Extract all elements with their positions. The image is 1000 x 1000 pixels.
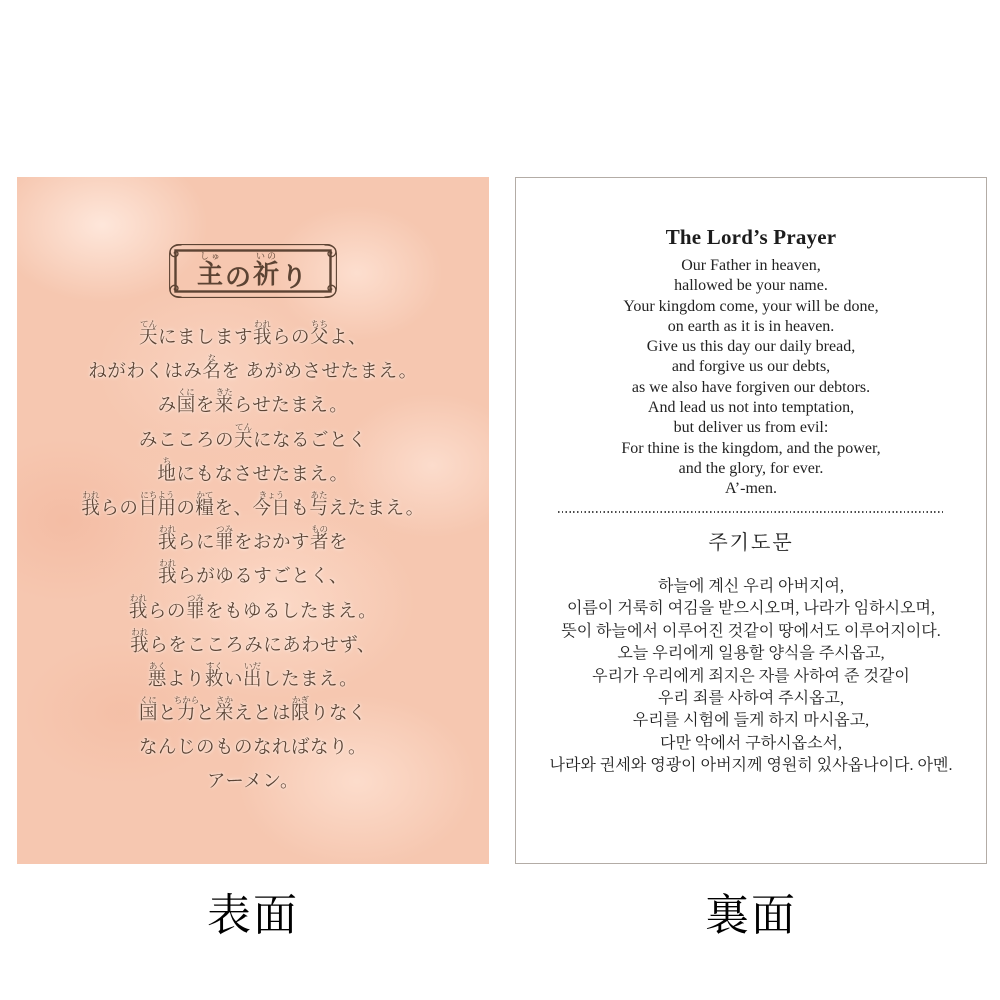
furigana: いの <box>255 251 279 261</box>
english-prayer-line: Give us this day our daily bread, <box>646 338 856 356</box>
furigana: われ <box>129 592 147 603</box>
furigana: いだ <box>243 660 261 671</box>
english-prayer-line: as we also have forgiven our debtors. <box>631 378 871 396</box>
kanji-with-furigana: 力 ちから <box>173 695 200 725</box>
prayer-card-front <box>17 177 489 864</box>
furigana: われ <box>131 626 149 637</box>
kanji-with-furigana: 限 かぎ <box>291 695 311 725</box>
japanese-prayer-line: 地 ち にもなさせたまえ。 <box>157 455 349 485</box>
kanji-with-furigana: 出 いだ <box>242 660 262 690</box>
korean-prayer-line: 뜻이 하늘에서 이루어진 것같이 땅에서도 이루어지이다. <box>561 622 941 640</box>
kanji-with-furigana: 名 な <box>202 353 222 383</box>
korean-prayer-line: 다만 악에서 구하시옵소서, <box>659 734 843 752</box>
japanese-prayer-line: 我 われ らの罪 つみ をもゆるしたまえ。 <box>128 592 378 622</box>
title-ornament-frame <box>167 242 339 300</box>
furigana: ちち <box>311 319 329 329</box>
english-prayer-line: Our Father in heaven, <box>681 257 821 274</box>
korean-prayer-title: 주기도문 <box>708 532 794 554</box>
kanji-with-furigana: 国 くに <box>138 695 158 725</box>
korean-prayer-line: 오늘 우리에게 일용할 양식을 주시옵고, <box>617 645 885 663</box>
back-side-label: 裏面 <box>705 891 797 940</box>
kanji-with-furigana: 罪 つみ <box>185 592 205 622</box>
english-prayer-title: The Lord’s Prayer <box>665 225 837 249</box>
korean-prayer-line: 이름이 거룩히 여김을 받으시오며, 나라가 임하시오며, <box>566 600 936 618</box>
furigana: にちよう <box>140 489 175 500</box>
japanese-prayer-line: みこころの天 てん になるごとく <box>138 421 368 451</box>
furigana: われ <box>158 524 176 535</box>
kanji-with-furigana: 我 われ <box>128 592 148 622</box>
korean-prayer-line: 우리가 우리에게 죄지은 자를 사하여 준 것같이 <box>592 667 910 685</box>
english-prayer-line: A’-men. <box>725 480 777 498</box>
english-prayer-line: and forgive us our debts, <box>671 358 831 376</box>
kanji-with-furigana: 来 きた <box>214 387 234 417</box>
english-prayer-line: on earth as it is in heaven. <box>667 317 835 335</box>
english-prayer-line: Your kingdom come, your will be done, <box>623 297 879 315</box>
furigana: かて <box>196 489 214 500</box>
english-prayer-line: And lead us not into temptation, <box>647 399 855 417</box>
kanji-with-furigana: 与 あた <box>309 489 329 519</box>
furigana: かぎ <box>292 695 310 706</box>
english-prayer-line: but deliver us from evil: <box>673 419 829 437</box>
kanji-with-furigana: 父 ちち <box>310 319 330 348</box>
kanji-with-furigana: 日用 にちよう <box>138 489 177 519</box>
furigana: われ <box>82 489 100 500</box>
furigana: ちから <box>173 695 200 706</box>
furigana: あく <box>148 660 166 671</box>
front-side-label: 表面 <box>207 891 299 940</box>
japanese-prayer-line: 我 われ らがゆるすごとく、 <box>158 558 348 588</box>
kanji-with-furigana: 救 すく <box>204 660 224 690</box>
kanji-with-furigana: 国 くに <box>176 387 196 417</box>
korean-prayer-line: 하늘에 계신 우리 아버지여, <box>657 578 845 595</box>
korean-prayer-lines <box>516 576 986 778</box>
japanese-prayer-line: ねがわくはみ名 な を あがめさせたまえ。 <box>88 353 418 383</box>
english-prayer-lines <box>516 256 986 500</box>
english-prayer-line: hallowed be your name. <box>674 277 828 295</box>
kanji-with-furigana: 我 われ <box>158 558 178 588</box>
japanese-prayer-title: 主 しゅ の 祈 いの り <box>196 251 310 292</box>
kanji-with-furigana: 我 われ <box>252 319 272 348</box>
kanji-with-furigana: 祈 いの <box>253 251 282 289</box>
furigana: さか <box>215 695 234 706</box>
furigana: すく <box>205 660 223 671</box>
japanese-prayer-line: 我 われ らの日用 にちよう の糧 かて を、今日 きょう も与 あた えたまえ。 <box>81 489 425 519</box>
japanese-prayer-line: 我 われ らをこころみにあわせず、 <box>130 626 376 656</box>
english-prayer-line: For thine is the kingdom, and the power, <box>621 439 881 457</box>
furigana: あた <box>310 489 328 500</box>
furigana: もの <box>311 524 329 535</box>
prayer-card-back <box>515 177 987 864</box>
japanese-prayer-line: アーメン。 <box>206 772 300 793</box>
furigana: てん <box>139 319 157 329</box>
kanji-with-furigana: 天 てん <box>138 319 158 348</box>
kanji-with-furigana: 者 もの <box>310 524 330 554</box>
furigana: われ <box>253 319 271 329</box>
korean-prayer-line: 우리 죄를 사하여 주시옵고, <box>657 690 845 708</box>
furigana: な <box>207 353 217 364</box>
furigana: ち <box>162 455 172 466</box>
korean-prayer-line: 우리를 시험에 들게 하지 마시옵고, <box>632 712 870 730</box>
japanese-prayer-line: 悪 あく より救 すく い出 いだ したまえ。 <box>147 660 359 690</box>
kanji-with-furigana: 悪 あく <box>147 660 167 690</box>
japanese-prayer-lines <box>17 321 489 800</box>
kanji-with-furigana: 今日 きょう <box>252 489 291 519</box>
furigana: つみ <box>215 524 233 535</box>
japanese-prayer-line: 天 てん にまします我 われ らの父 ちち よ、 <box>138 319 368 348</box>
kanji-with-furigana: 栄 さか <box>215 695 235 725</box>
furigana: しゅ <box>199 251 222 261</box>
kanji-with-furigana: 主 しゅ <box>196 251 225 289</box>
korean-prayer-line: 나라와 권세와 영광이 아버지께 영원히 있사옵나이다. 아멘. <box>549 757 953 775</box>
kanji-with-furigana: 我 われ <box>81 489 101 519</box>
kanji-with-furigana: 我 われ <box>130 626 150 656</box>
furigana: てん <box>234 421 252 432</box>
japanese-prayer-line: み国 くに を来 きた らせたまえ。 <box>157 387 349 417</box>
japanese-prayer-line: 国 くに と力 ちから と栄 さか えとは限 かぎ りなく <box>138 695 368 725</box>
kanji-with-furigana: 天 てん <box>233 421 253 451</box>
kanji-with-furigana: 地 ち <box>157 455 177 485</box>
furigana: きた <box>215 387 233 398</box>
english-prayer-line: and the glory, for ever. <box>678 459 824 477</box>
kanji-with-furigana: 罪 つみ <box>214 524 234 554</box>
japanese-prayer-line: 我 われ らに罪 つみ をおかす者 もの を <box>157 524 349 554</box>
furigana: きょう <box>258 489 285 500</box>
kanji-with-furigana: 糧 かて <box>195 489 215 519</box>
furigana: くに <box>177 387 195 398</box>
furigana: くに <box>139 695 157 706</box>
dotted-divider <box>558 511 944 513</box>
furigana: われ <box>159 558 177 569</box>
kanji-with-furigana: 我 われ <box>157 524 177 554</box>
japanese-prayer-line: なんじのものなればなり。 <box>138 738 367 759</box>
furigana: つみ <box>186 592 204 603</box>
